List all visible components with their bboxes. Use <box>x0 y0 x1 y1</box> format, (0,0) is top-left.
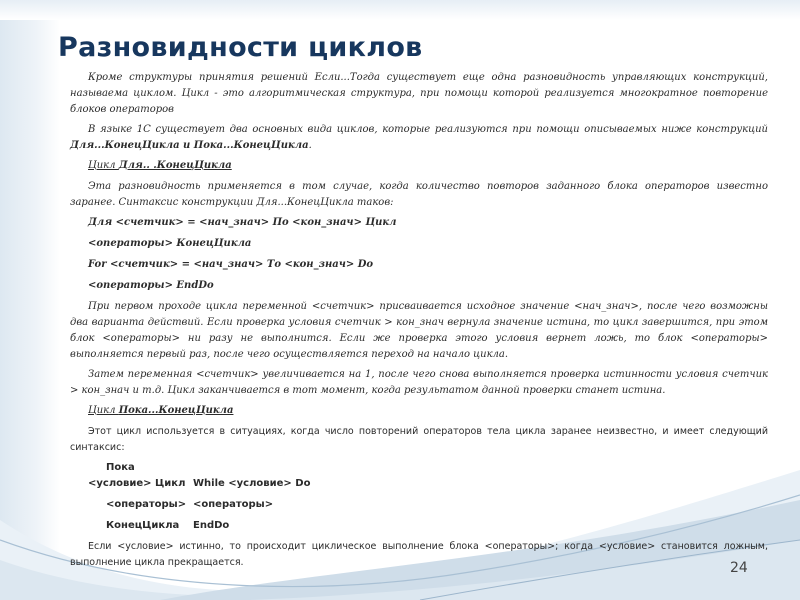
while-code-line-3 <box>70 518 768 534</box>
heading-while-loop-bold: Пока...КонецЦикла <box>118 405 234 416</box>
heading-while-loop-prefix: Цикл <box>88 405 119 416</box>
while-code-1-en: While <условие> Do <box>193 478 311 489</box>
types-paragraph-end: . <box>308 140 312 151</box>
while-code-3-en: EndDo <box>193 520 230 531</box>
code-line-3: For <счетчик> = <нач_знач> То <кон_знач> Do <box>88 259 374 270</box>
increment-paragraph: Затем переменная <счетчик> увеличивается на 1, после чего снова выполняется проверка истинности условия счетчик > кон_знач и т.д. Цикл заканчивается в тот момент, когда результатом данной проверки станет истина. <box>70 369 768 396</box>
code-line-4: <операторы> EndDo <box>88 280 214 291</box>
first-pass-paragraph: При первом проходе цикла переменной <счетчик> присваивается исходное значение <нач_знач>, после чего возможны два варианта действий. Если проверка условия счетчик > кон_знач вернула значение истина, то цикл завершится, при этом блок <операторы> ни разу не выполнится. Если же проверка этого условия вернет ложь, то блок <операторы> выполняется первый раз, после чего осуществляется переход на начало цикла. <box>70 301 768 360</box>
heading-for-loop-prefix: Цикл <box>88 160 119 171</box>
while-code-2-ru: <операторы> <box>106 499 187 510</box>
slide-title: Разновидности циклов <box>58 32 423 63</box>
while-code-3-ru: КонецЦикла <box>106 520 180 531</box>
code-line-2: <операторы> КонецЦикла <box>88 238 252 249</box>
types-paragraph-text: В языке 1С существует два основных вида циклов, которые реализуются при помощи описываемых ниже конструкций <box>88 124 768 135</box>
while-code-line-1 <box>70 460 768 492</box>
while-code-1-ru: Пока <условие> Цикл <box>88 462 186 489</box>
while-code-2-en: <операторы> <box>193 499 274 510</box>
heading-for-loop <box>70 158 768 174</box>
page-number: 24 <box>730 560 748 576</box>
heading-for-loop-bold: Для.. .КонецЦикла <box>118 160 232 171</box>
while-code-line-2 <box>70 497 768 513</box>
types-paragraph <box>70 122 768 154</box>
for-loop-description: Эта разновидность применяется в том случае, когда количество повторов заданного блока операторов известно заранее. Синтаксис конструкции Для...КонецЦикла таков: <box>70 181 768 208</box>
while-loop-description: Этот цикл используется в ситуациях, когда число повторений операторов тела цикла заранее неизвестно, и имеет следующий синтаксис: <box>70 426 768 453</box>
intro-paragraph: Кроме структуры принятия решений Если...Тогда существует еще одна разновидность управляющих конструкций, называема циклом. Цикл - это алгоритмическая структура, при помощи которой реализуется многократное повторение блоков операторов <box>70 72 768 115</box>
slide-content <box>70 70 768 575</box>
loop-types-bold: Для...КонецЦикла и Пока...КонецЦикла <box>70 140 309 151</box>
while-condition-paragraph: Если <условие> истинно, то происходит циклическое выполнение блока <операторы>; когда <условие> становится ложным, выполнение цикла прекращается. <box>70 541 768 568</box>
heading-while-loop <box>70 403 768 419</box>
code-line-1: Для <счетчик> = <нач_знач> По <кон_знач> Цикл <box>88 217 397 228</box>
